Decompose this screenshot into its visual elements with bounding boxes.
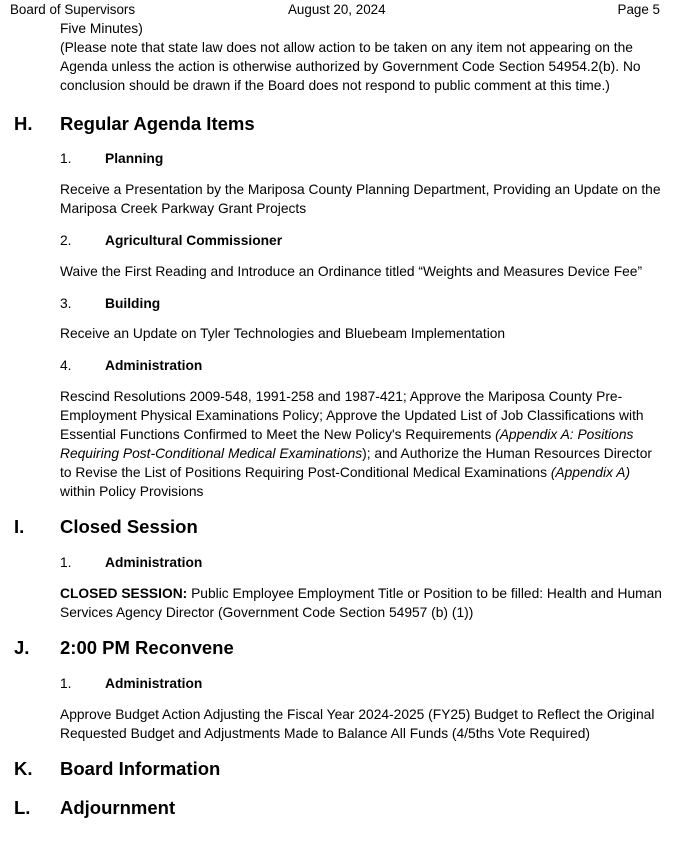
item-h4-number: 4. xyxy=(60,358,72,373)
item-h4-title: Administration xyxy=(105,358,203,373)
item-h2-number: 2. xyxy=(60,233,72,248)
section-h-letter: H. xyxy=(14,113,33,134)
section-j-title: 2:00 PM Reconvene xyxy=(60,637,234,658)
header-date: August 20, 2024 xyxy=(288,2,386,17)
section-k-title: Board Information xyxy=(60,758,221,779)
section-i-title: Closed Session xyxy=(60,516,198,537)
public-comment-continuation xyxy=(60,19,666,95)
section-j-letter: J. xyxy=(14,637,30,658)
item-h3-number: 3. xyxy=(60,296,72,311)
section-i-letter: I. xyxy=(14,516,25,537)
item-i1-text: Public Employee Employment Title or Position to be filled: Health and Human Services Agency Director (Government Code Section 54957 (b) (1)) xyxy=(60,586,662,620)
header-board-name: Board of Supervisors xyxy=(10,2,136,17)
item-h4-text-c: ); and Authorize the Human Resources Director to Revise the List of Positions Requiring Post-Conditional Medical Examinations xyxy=(60,446,653,480)
section-k-letter: K. xyxy=(14,758,33,779)
item-i1-number: 1. xyxy=(60,555,72,570)
section-l-letter: L. xyxy=(14,797,31,818)
item-h4-text-a: Rescind Resolutions 2009-548, 1991-258 and 1987-421; Approve the Mariposa County Pre-Employment Physical Examinations Policy; Approve the Updated List of Job Classifications with Essential Functions Confirmed to Meet the New Policy's Requirements xyxy=(60,389,644,442)
item-h2-description: Waive the First Reading and Introduce an Ordinance titled “Weights and Measures Device Fee” xyxy=(60,264,643,279)
item-h4-text-e: within Policy Provisions xyxy=(60,484,204,499)
public-comment-duration: Five Minutes) xyxy=(60,21,143,36)
header-page-number: Page 5 xyxy=(617,2,660,17)
item-j1-title: Administration xyxy=(105,676,203,691)
item-h1-title: Planning xyxy=(105,151,164,166)
item-h4-description xyxy=(60,387,666,501)
item-h2-title: Agricultural Commissioner xyxy=(105,233,283,248)
page-header xyxy=(10,2,660,20)
item-h4-appendix-title: (Appendix A: Positions Requiring Post-Conditional Medical Examinations xyxy=(60,427,634,461)
closed-session-label: CLOSED SESSION: xyxy=(60,586,188,601)
item-h1-description: Receive a Presentation by the Mariposa County Planning Department, Providing an Update on the Mariposa Creek Parkway Grant Projects xyxy=(60,182,661,216)
item-i1-description xyxy=(60,584,666,622)
item-j1-number: 1. xyxy=(60,676,72,691)
public-comment-note: (Please note that state law does not allow action to be taken on any item not appearing on the Agenda unless the action is otherwise authorized by Government Code Section 54954.2(b). No conclusion should be drawn if the Board does not respond to public comment at this time.) xyxy=(60,40,641,93)
item-h1-number: 1. xyxy=(60,151,72,166)
item-j1-description: Approve Budget Action Adjusting the Fiscal Year 2024-2025 (FY25) Budget to Reflect the Original Requested Budget and Adjustments Made to Balance All Funds (4/5ths Vote Required) xyxy=(60,707,655,741)
item-h3-title: Building xyxy=(105,296,161,311)
section-l-title: Adjournment xyxy=(60,797,176,818)
section-h-title: Regular Agenda Items xyxy=(60,113,255,134)
item-h3-description: Receive an Update on Tyler Technologies and Bluebeam Implementation xyxy=(60,326,506,341)
item-i1-title: Administration xyxy=(105,555,203,570)
item-h4-appendix-ref: (Appendix A) xyxy=(550,465,631,480)
